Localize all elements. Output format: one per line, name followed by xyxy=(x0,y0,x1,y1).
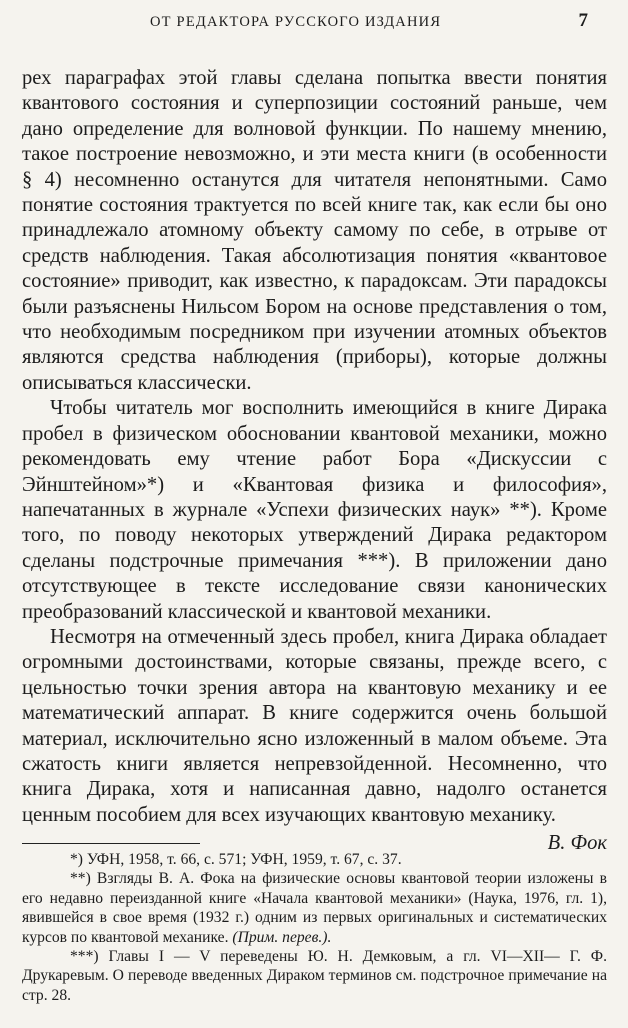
footnote-1: *) УФН, 1958, т. 66, с. 571; УФН, 1959, т. 67, с. 37. xyxy=(70,851,402,868)
paragraph-2: Чтобы читатель мог восполнить имеющийся в книге Дирака пробел в физическом обосновании квантовой механики, можно рекомендовать ему чтение работ Бора «Дискуссии с Эйнштейном»*) и «Квантовая физика и философия», напечатанных в журнале «Успехи физических наук» **). Кроме того, по поводу некоторых утверждений Дирака редактором сделаны подстрочные примечания ***). В приложении дано отсутствующее в тексте исследование связи канонических преобразований классической и квантовой механики. xyxy=(22,397,607,623)
page-number: 7 xyxy=(578,10,588,31)
footnote-2-text: **) Взгляды В. А. Фока на физические основы квантовой теории изложены в его недавно переизданной книге «Начала квантовой механики» (Наука, 1976, гл. 1), явившейся в свое время (1932 г.) одним из первых оригинальных и систематических курсов по квантовой механике. xyxy=(22,870,607,946)
paragraph-3: Несмотря на отмеченный здесь пробел, книга Дирака обладает огромными достоинствами, которые связаны, прежде всего, с цельностью точки зрения автора на квантовую механику и ее математический аппарат. В книге содержится очень большой материал, исключительно ясно изложенный в малом объеме. Эта сжатость книги является непревзойденной. Несомненно, что книга Дирака, хотя и написанная давно, надолго останется ценным пособием для всех изучающих квантовую механику. xyxy=(22,625,607,826)
main-text xyxy=(22,66,607,856)
running-head: ОТ РЕДАКТОРА РУССКОГО ИЗДАНИЯ xyxy=(150,14,442,30)
author-signature: В. Фок xyxy=(547,832,607,855)
footnote-divider xyxy=(22,843,200,844)
page-header xyxy=(0,10,628,34)
footnote-2-translator-note: (Прим. перев.). xyxy=(232,928,332,946)
footnotes xyxy=(22,850,607,1005)
footnote-3: ***) Главы I — V переведены Ю. Н. Демковым, а гл. VI—XII— Г. Ф. Друкаревым. О переводе введенных Дираком терминов см. подстрочное примечание на стр. 28. xyxy=(22,948,607,1004)
footnote-2 xyxy=(22,869,607,947)
paragraph-1: рех параграфах этой главы сделана попытка ввести понятия квантового состояния и суперпозиции состояний раньше, чем дано определение для волновой функции. По нашему мнению, такое построение невозможно, и эти места книги (в особенности § 4) несомненно останутся для читателя непонятными. Само понятие состояния трактуется по всей книге так, как если бы оно принадлежало атомному объекту самому по себе, в отрыве от средств наблюдения. Такая абсолютизация понятия «квантовое состояние» приводит, как известно, к парадоксам. Эти парадоксы были разъяснены Нильсом Бором на основе представления о том, что необходимым посредником при изучении атомных объектов являются средства наблюдения (приборы), которые должны описываться классически. xyxy=(22,67,607,394)
